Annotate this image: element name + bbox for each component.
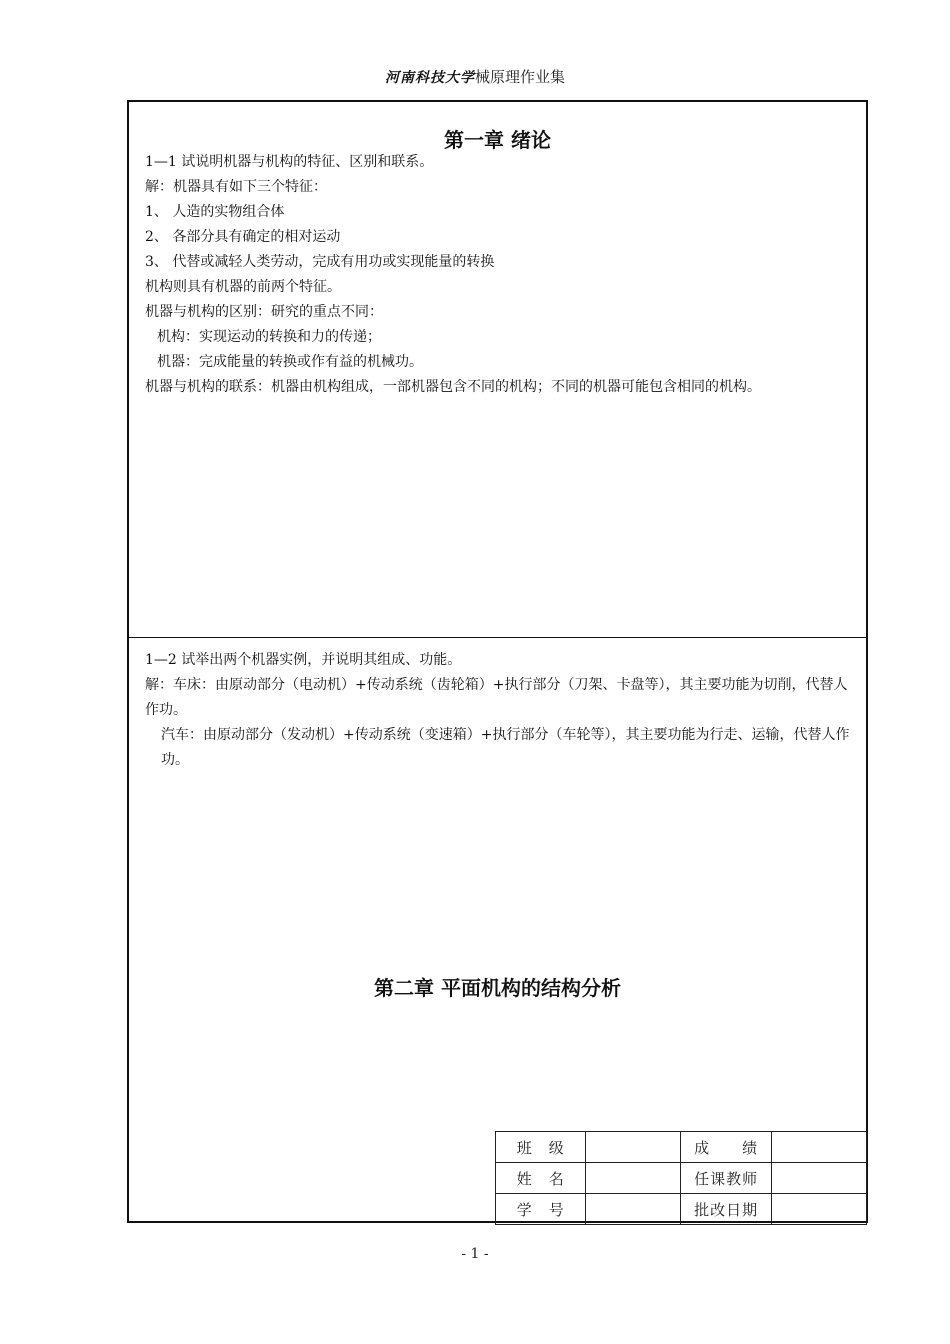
name-label: 姓 名 — [496, 1163, 586, 1194]
section-divider — [129, 637, 866, 638]
date-label: 批改日期 — [681, 1194, 772, 1225]
answer-line: 机构则具有机器的前两个特征。 — [145, 279, 341, 295]
student-id-field[interactable] — [586, 1194, 681, 1225]
answer-paragraph: 汽车：由原动部分（发动机）+传动系统（变速箱）+执行部分（车轮等），其主要功能为行走、运输，代替人作功。 — [161, 727, 850, 768]
class-label: 班 级 — [496, 1132, 586, 1163]
date-field[interactable] — [771, 1194, 866, 1225]
grading-info-table — [495, 1131, 867, 1225]
university-logo: 河南科技大学 — [384, 70, 475, 86]
content-frame — [127, 100, 868, 1223]
answer-line: 机器与机构的联系：机器由机构组成，一部机器包含不同的机构；不同的机器可能包含相同的机构。 — [145, 379, 761, 395]
chapter1-title: 第一章 绪论 — [444, 128, 551, 152]
page-number: - 1 - — [461, 1246, 489, 1262]
question-text: 1—1 试说明机器与机构的特征、区别和联系。 — [145, 154, 434, 170]
answer-line: 3、 代替或减轻人类劳动，完成有用功或实现能量的转换 — [145, 254, 495, 270]
answer-line: 2、 各部分具有确定的相对运动 — [145, 229, 341, 245]
answer-line: 1、 人造的实物组合体 — [145, 204, 285, 220]
answer-line: 机器与机构的区别：研究的重点不同： — [145, 304, 383, 320]
header-title: 械原理作业集 — [474, 68, 565, 86]
chapter2-title: 第二章 平面机构的结构分析 — [374, 976, 621, 1000]
score-field[interactable] — [771, 1132, 866, 1163]
student-id-label: 学 号 — [496, 1194, 586, 1225]
answer-line: 机器：完成能量的转换或作有益的机械功。 — [157, 354, 423, 370]
teacher-field[interactable] — [771, 1163, 866, 1194]
class-field[interactable] — [586, 1132, 681, 1163]
question-1-2 — [145, 648, 860, 773]
answer-paragraph: 解：车床：由原动部分（电动机）+传动系统（齿轮箱）+执行部分（刀架、卡盘等），其主要功能为切削，代替人作功。 — [145, 677, 848, 718]
page-header — [0, 66, 950, 87]
question-1-1 — [145, 150, 860, 400]
score-label: 成 绩 — [681, 1132, 772, 1163]
answer-line: 机构：实现运动的转换和力的传递； — [157, 329, 381, 345]
name-field[interactable] — [586, 1163, 681, 1194]
teacher-label: 任课教师 — [681, 1163, 772, 1194]
question-text: 1—2 试举出两个机器实例，并说明其组成、功能。 — [145, 652, 462, 668]
answer-line: 解：机器具有如下三个特征： — [145, 179, 327, 195]
